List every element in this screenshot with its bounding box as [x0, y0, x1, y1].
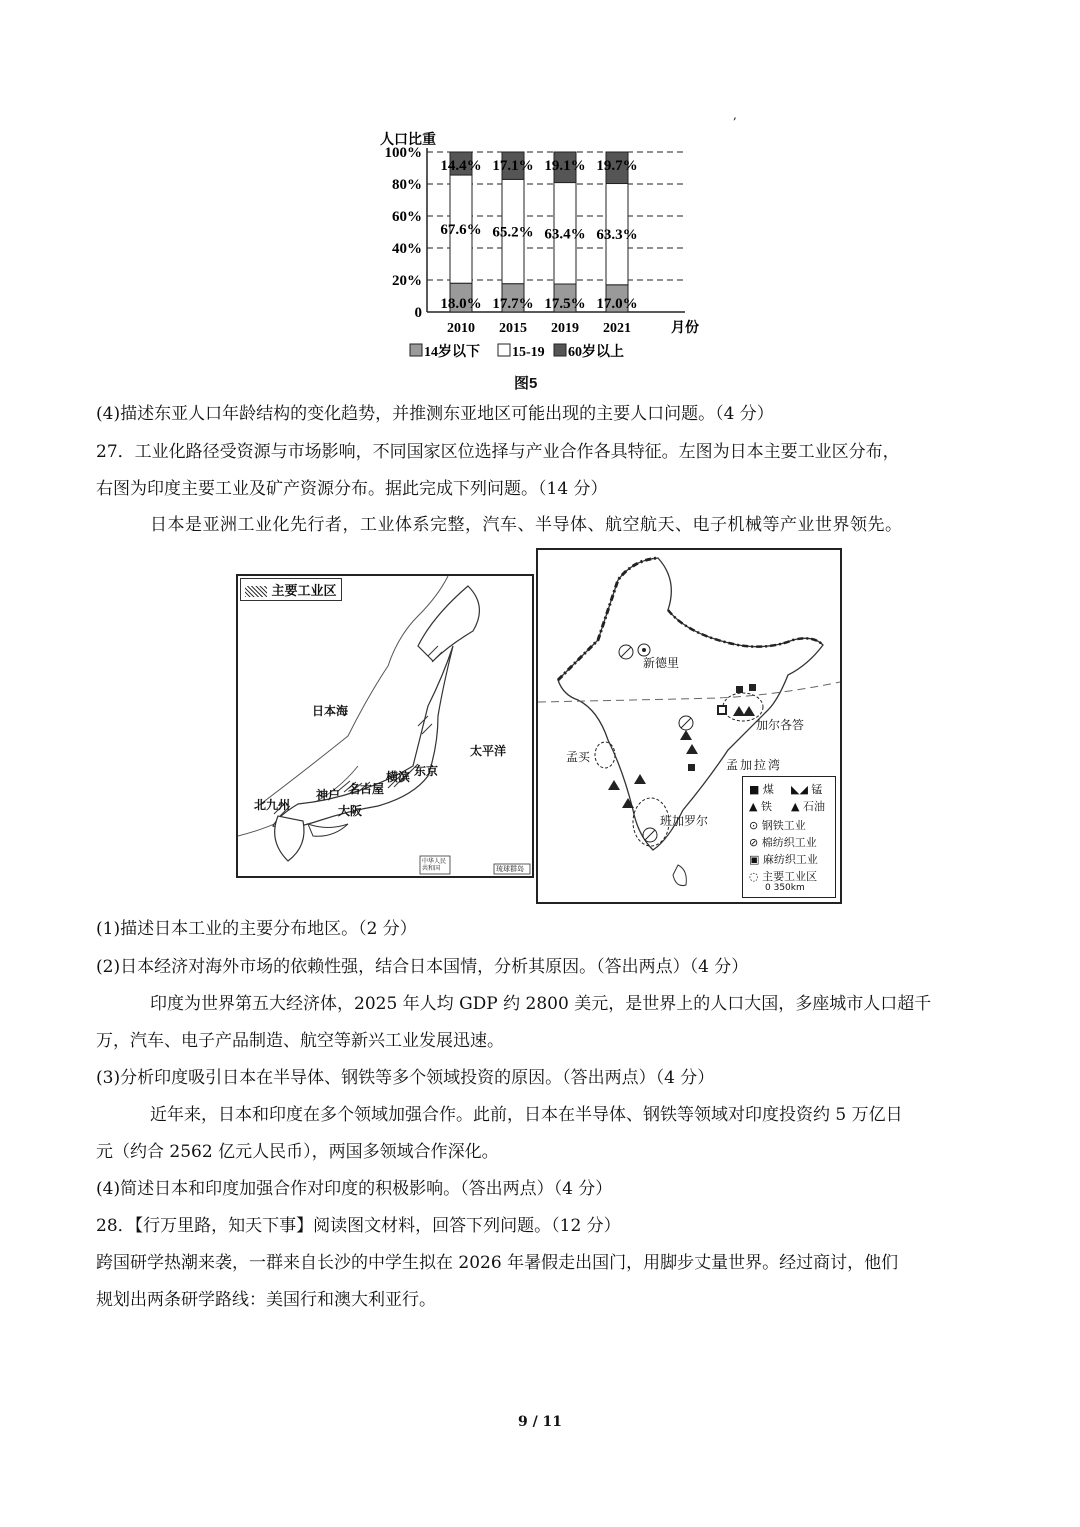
question-27-4: (4)简述日本和印度加强合作对印度的积极影响。（答出两点）（4 分） [96, 1179, 613, 1199]
coal-icon: ■ [749, 783, 760, 796]
label-kolkata: 加尔各答 [756, 718, 805, 732]
population-chart [380, 128, 720, 390]
y-tick-label: 60% [392, 209, 422, 225]
data-label: 17.0% [596, 296, 638, 312]
question-27-2: (2)日本经济对海外市场的依赖性强，结合日本国情，分析其原因。（答出两点）（4 分） [96, 957, 749, 977]
data-label: 67.6% [440, 222, 482, 239]
y-tick-label: 0 [414, 305, 422, 321]
legend-swatch [498, 344, 510, 356]
label-mumbai: 孟买 [566, 750, 591, 764]
label-yokohama: 横滨 [386, 770, 411, 784]
legend-steel-label: 钢铁工业 [761, 819, 806, 832]
data-label: 19.7% [596, 158, 638, 174]
legend-jute [749, 851, 818, 867]
japan-intro: 日本是亚洲工业化先行者，工业体系完整，汽车、半导体、航空航天、电子机械等产业世界领先。 [150, 515, 903, 535]
x-axis-label: 月份 [671, 321, 699, 336]
iron-icon: ▲ [749, 800, 758, 813]
data-label: 17.1% [492, 158, 534, 174]
question-26-4: (4)描述东亚人口年龄结构的变化趋势，并推测东亚地区可能出现的主要人口问题。（4 分） [96, 404, 774, 424]
legend-manganese-label: 锰 [811, 783, 823, 796]
label-new-delhi: 新德里 [643, 656, 680, 670]
figure-caption: 图5 [514, 375, 538, 392]
label-pacific: 太平洋 [470, 744, 507, 758]
coop-line1: 近年来，日本和印度在多个领域加强合作。此前，日本在半导体、钢铁等领域对印度投资约 5 万亿日 [150, 1105, 903, 1125]
hatch-swatch-icon [245, 586, 267, 597]
y-tick-label: 100% [384, 145, 422, 161]
steel-icon: ⊙ [749, 819, 759, 832]
legend-zone-label: 主要工业区 [762, 870, 818, 883]
japan-legend-label: 主要工业区 [271, 584, 337, 599]
label-kobe: 神户 [316, 788, 341, 802]
legend-oil [791, 798, 825, 814]
label-tokyo: 东京 [414, 764, 439, 778]
cotton-icon: ⊘ [749, 836, 759, 849]
corner-mark: , [733, 108, 737, 122]
japan-map [236, 574, 534, 878]
label-bay-of-bengal: 孟加拉湾 [726, 758, 783, 772]
question-28: 28．【行万里路，知天下事】阅读图文材料，回答下列问题。（12 分） [96, 1216, 621, 1236]
label-kitakyushu: 北九州 [254, 798, 291, 812]
legend-scale: 0 350km [765, 883, 805, 893]
legend-label: 60岁以上 [568, 345, 624, 360]
japan-map-drawing [238, 576, 532, 876]
label-bangalore: 班加罗尔 [660, 814, 709, 828]
label-sea-of-japan: 日本海 [312, 704, 349, 718]
legend-label: 15-19 [512, 345, 545, 360]
question-27-line1: 27．工业化路径受资源与市场影响，不同国家区位选择与产业合作各具特征。左图为日本主要工业区分布， [96, 442, 900, 462]
y-axis-label: 人口比重 [380, 133, 436, 148]
legend-steel [749, 817, 806, 833]
page-number: 9 / 11 [517, 1414, 563, 1430]
x-tick-label: 2010 [447, 321, 475, 336]
data-label: 63.3% [596, 227, 638, 244]
legend-label: 14岁以下 [424, 345, 480, 360]
question-27-1: (1)描述日本工业的主要分布地区。（2 分） [96, 919, 417, 939]
x-tick-label: 2019 [551, 321, 579, 336]
legend-zone [749, 868, 817, 884]
q28-text-line2: 规划出两条研学路线：美国行和澳大利亚行。 [96, 1290, 436, 1310]
legend-coal-label: 煤 [762, 783, 774, 796]
legend-cotton [749, 834, 817, 850]
india-intro-line1: 印度为世界第五大经济体，2025 年人均 GDP 约 2800 美元，是世界上的人口大国，多座城市人口超千 [150, 994, 932, 1014]
data-label: 19.1% [544, 158, 586, 174]
question-27-line2: 右图为印度主要工业及矿产资源分布。据此完成下列问题。（14 分） [96, 479, 608, 499]
zone-icon: ◌ [749, 870, 759, 883]
q28-text-line1: 跨国研学热潮来袭，一群来自长沙的中学生拟在 2026 年暑假走出国门，用脚步丈量世界。经过商讨，他们 [96, 1253, 899, 1273]
coop-line2: 元（约合 2562 亿元人民币），两国多领域合作深化。 [96, 1142, 499, 1162]
data-label: 17.7% [492, 296, 534, 312]
data-label: 17.5% [544, 296, 586, 312]
legend-swatch [410, 344, 422, 356]
manganese-icon: ◣◢ [791, 783, 808, 796]
india-map [536, 548, 842, 904]
label-osaka: 大阪 [338, 804, 363, 818]
jute-icon: ▣ [749, 853, 760, 866]
data-label: 63.4% [544, 226, 586, 243]
india-intro-line2: 万，汽车、电子产品制造、航空等新兴工业发展迅速。 [96, 1031, 504, 1051]
inset-china: 中华人民共和国 [422, 858, 447, 872]
label-nagoya: 名古屋 [348, 782, 385, 796]
y-tick-label: 20% [392, 273, 422, 289]
x-tick-label: 2021 [603, 321, 631, 336]
legend-cotton-label: 棉纺织工业 [761, 836, 817, 849]
japan-legend [240, 578, 342, 601]
data-label: 18.0% [440, 296, 482, 312]
legend-oil-label: 石油 [802, 800, 825, 813]
y-tick-label: 80% [392, 177, 422, 193]
y-tick-label: 40% [392, 241, 422, 257]
x-tick-label: 2015 [499, 321, 527, 336]
inset-ryukyu: 琉球群岛 [496, 865, 524, 873]
data-label: 14.4% [440, 158, 482, 174]
legend-swatch [554, 344, 566, 356]
legend-manganese [791, 781, 822, 797]
oil-icon: ▲ [791, 800, 800, 813]
legend-coal [749, 781, 774, 797]
question-27-3: (3)分析印度吸引日本在半导体、钢铁等多个领域投资的原因。（答出两点）（4 分） [96, 1068, 715, 1088]
legend-iron [749, 798, 772, 814]
india-legend [742, 776, 836, 898]
legend-iron-label: 铁 [760, 800, 772, 813]
data-label: 65.2% [492, 224, 534, 241]
legend-jute-label: 麻纺织工业 [762, 853, 818, 866]
